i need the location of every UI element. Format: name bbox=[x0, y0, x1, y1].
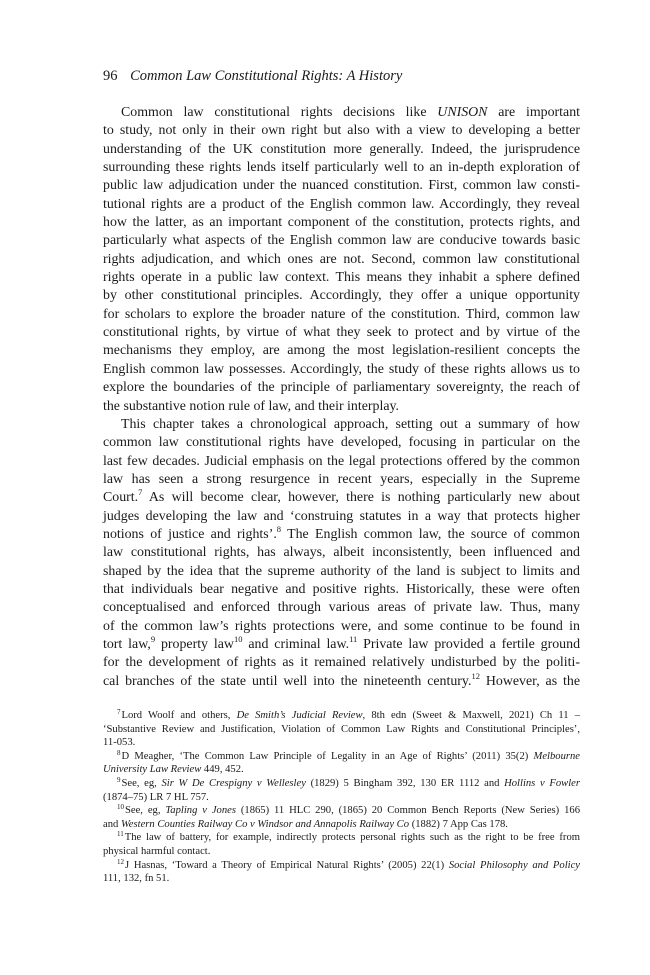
text-run: of the common law’s rights protections were, and some continue to be found in bbox=[103, 618, 580, 634]
text-run: 11-053. bbox=[103, 737, 136, 749]
text-run: mechanisms they employ, are among the most legislation-resilient concepts the bbox=[103, 343, 580, 359]
italic-text: Sir W De Crespigny v Wellesley bbox=[161, 777, 306, 789]
footnote-ref: 9 bbox=[150, 633, 156, 644]
text-line bbox=[103, 159, 580, 177]
text-line bbox=[103, 489, 580, 507]
text-run: by other constitutional principles. Accordingly, they offer a unique opportunity bbox=[103, 288, 580, 304]
text-run: The English common law, the source of common bbox=[281, 526, 580, 542]
text-run: This chapter takes a chronological approach, setting out a summary of how bbox=[121, 416, 580, 432]
text-run: understanding of the UK constitution more generally. Indeed, the jurisprudence bbox=[103, 141, 580, 157]
text-run: Lord Woolf and others, bbox=[121, 710, 237, 721]
footnote-ref: 8 bbox=[276, 523, 282, 534]
footnote-ref: 10 bbox=[233, 633, 243, 644]
footnote-ref: 8 bbox=[117, 748, 121, 757]
text-run: However, as the bbox=[479, 673, 580, 689]
text-line bbox=[103, 104, 580, 122]
text-run: particularly what aspects of the English common law are conducive towards basic bbox=[103, 233, 580, 249]
text-line bbox=[103, 306, 580, 324]
footnote-line bbox=[103, 859, 580, 873]
footnote-line bbox=[103, 777, 580, 791]
running-header bbox=[103, 66, 402, 86]
text-run: public law adjudication under the nuanced constitution. First, common law consti- bbox=[103, 178, 580, 194]
footnote-ref: 12 bbox=[471, 670, 480, 681]
text-line bbox=[103, 342, 580, 360]
text-run: law constitutional rights, has always, albeit inconsistently, been influenced and bbox=[103, 545, 580, 561]
footnote-ref: 7 bbox=[138, 487, 143, 498]
text-run: for scholars to explore the broader nature of the constitution. Third, common law bbox=[103, 306, 580, 322]
page-number: 96 bbox=[103, 68, 118, 84]
text-line bbox=[103, 633, 581, 654]
text-run: law has seen a strong resurgence in recent years, especially in the Supreme bbox=[103, 471, 580, 487]
text-run: The law of battery, for example, indirectly protects personal rights such as the right to be free from bbox=[124, 832, 580, 844]
italic-text: University Law Review bbox=[103, 764, 202, 776]
text-line bbox=[103, 196, 580, 214]
italic-text: UNISON bbox=[437, 105, 488, 120]
text-run: ‘Substantive Review and Justification, Violation of Common Law Rights and Constitutional Principles’, bbox=[103, 723, 580, 735]
text-run: how the latter, as an important component of the constitution, protects rights, and bbox=[103, 215, 580, 231]
text-run: constitutional rights, by virtue of what they seek to protect and by virtue of the bbox=[103, 325, 580, 341]
footnote-ref: 11 bbox=[117, 830, 124, 839]
footnote-line bbox=[103, 709, 580, 723]
text-line bbox=[103, 177, 580, 195]
text-run: tutional rights are a product of the English common law. Accordingly, they reveal bbox=[103, 196, 580, 212]
text-line bbox=[103, 453, 580, 471]
text-run: English common law possesses. Accordingly, the study of these rights allows us to bbox=[103, 361, 580, 377]
text-run: As will become clear, however, there is nothing particularly new about bbox=[142, 490, 580, 506]
text-line bbox=[103, 287, 580, 305]
text-run: judges developing the law and ‘construing statutes in a way that protects higher bbox=[103, 508, 580, 524]
text-run: Private law provided a fertile ground bbox=[357, 636, 581, 652]
italic-text: Western Counties Railway Co v Windsor and Annapolis Railway Co bbox=[120, 818, 410, 830]
text-line bbox=[103, 251, 580, 269]
text-line bbox=[103, 361, 580, 379]
text-line bbox=[103, 618, 580, 636]
footnote-line bbox=[103, 763, 580, 777]
text-run: that individuals bear negative and positive rights. Historically, these were often bbox=[103, 581, 580, 597]
text-run: common law constitutional rights have developed, focusing in particular on the bbox=[103, 435, 580, 451]
text-line bbox=[103, 434, 580, 452]
text-run: last few decades. Judicial emphasis on the legal protections offered by the common bbox=[103, 453, 580, 469]
footnote-line bbox=[103, 723, 580, 737]
text-line bbox=[103, 324, 580, 342]
footnote-line bbox=[103, 872, 580, 886]
text-line bbox=[103, 398, 580, 416]
text-run: J Hasnas, ‘Toward a Theory of Empirical Natural Rights’ (2005) 22(1) bbox=[125, 859, 449, 871]
text-run: tort law, bbox=[103, 636, 151, 652]
text-run: (1829) 5 Bingham 392, 130 ER 1112 and bbox=[305, 777, 505, 789]
text-line bbox=[103, 670, 580, 691]
text-line bbox=[103, 523, 580, 544]
text-run: rights operate in a public law context. This means they inhabit a sphere defined bbox=[103, 270, 580, 286]
text-run: and criminal law. bbox=[242, 636, 350, 652]
text-run: for the development of rights as it remained relatively undisturbed by the politi- bbox=[103, 655, 580, 671]
footnote-line bbox=[103, 804, 580, 818]
text-run: to study, not only in their own right but also with a view to developing a better bbox=[103, 123, 580, 139]
footnotes bbox=[103, 709, 580, 886]
text-line bbox=[103, 379, 580, 397]
text-run: notions of justice and rights’. bbox=[103, 526, 277, 542]
text-run: (1865) 11 HLC 290, (1865) 20 Common Bench Reports (New Series) 166 bbox=[235, 805, 580, 817]
body-text bbox=[103, 104, 580, 691]
footnote-line bbox=[103, 750, 580, 764]
text-line bbox=[103, 416, 580, 434]
text-run: See, eg, bbox=[121, 777, 162, 789]
text-run: 449, 452. bbox=[201, 764, 244, 776]
footnote-ref: 9 bbox=[117, 775, 121, 784]
text-line bbox=[103, 269, 580, 287]
text-line bbox=[103, 471, 580, 489]
text-run: property law bbox=[155, 636, 234, 652]
text-line bbox=[103, 599, 580, 617]
text-run: Court. bbox=[103, 490, 139, 506]
footnote-line bbox=[103, 818, 580, 832]
italic-text: Tapling v Jones bbox=[165, 805, 236, 817]
italic-text: Social Philosophy and Policy bbox=[448, 859, 580, 871]
text-line bbox=[103, 581, 580, 599]
footnote-line bbox=[103, 845, 580, 859]
footnote-ref: 11 bbox=[349, 633, 358, 644]
footnote-ref: 7 bbox=[117, 708, 121, 716]
text-run: rights adjudication, and which ones are not. Second, common law constitutional bbox=[103, 251, 580, 267]
text-run: Common law constitutional rights decisions like bbox=[121, 105, 438, 120]
text-run: conceptualised and enforced through various areas of private law. Thus, many bbox=[103, 600, 580, 616]
italic-text: Hollins v Fowler bbox=[504, 777, 580, 789]
running-title: Common Law Constitutional Rights: A History bbox=[130, 68, 403, 84]
text-line bbox=[103, 563, 580, 581]
text-run: surrounding these rights lends itself particularly well to an in-depth exploration of bbox=[103, 160, 580, 176]
italic-text: Melbourne bbox=[533, 750, 580, 762]
text-run: See, eg, bbox=[125, 805, 166, 817]
text-line bbox=[103, 122, 580, 140]
text-line bbox=[103, 544, 580, 562]
text-run: (1882) 7 App Cas 178. bbox=[409, 818, 508, 830]
text-run: (1874–75) LR 7 HL 757. bbox=[103, 791, 209, 803]
text-run: the substantive notion rule of law, and their interplay. bbox=[103, 398, 399, 414]
footnote-ref: 12 bbox=[117, 857, 124, 866]
footnote-ref: 10 bbox=[117, 803, 124, 812]
text-run: and bbox=[103, 818, 121, 830]
text-line bbox=[103, 508, 580, 526]
text-run: shaped by the idea that the supreme authority of the land is subject to limits and bbox=[103, 563, 580, 579]
text-line bbox=[103, 232, 580, 250]
text-run: are important bbox=[487, 105, 580, 120]
footnote-line bbox=[103, 736, 580, 750]
text-run: explore the boundaries of the principle of parliamentary sovereignty, the reach of bbox=[103, 380, 580, 396]
footnote-line bbox=[103, 831, 580, 845]
text-run: physical harmful contact. bbox=[103, 845, 211, 857]
text-run: cal branches of the state until well into the nineteenth century. bbox=[103, 673, 472, 689]
text-run: 111, 132, fn 51. bbox=[103, 873, 170, 885]
italic-text: De Smith’s Judicial Review bbox=[236, 710, 363, 721]
footnote-line bbox=[103, 791, 580, 805]
text-run: D Meagher, ‘The Common Law Principle of Legality in an Age of Rights’ (2011) 35(2) bbox=[121, 750, 534, 762]
text-line bbox=[103, 141, 580, 159]
text-line bbox=[103, 214, 580, 232]
text-line bbox=[103, 654, 580, 672]
text-run: , 8th edn (Sweet & Maxwell, 2021) Ch 11 – bbox=[362, 710, 580, 721]
